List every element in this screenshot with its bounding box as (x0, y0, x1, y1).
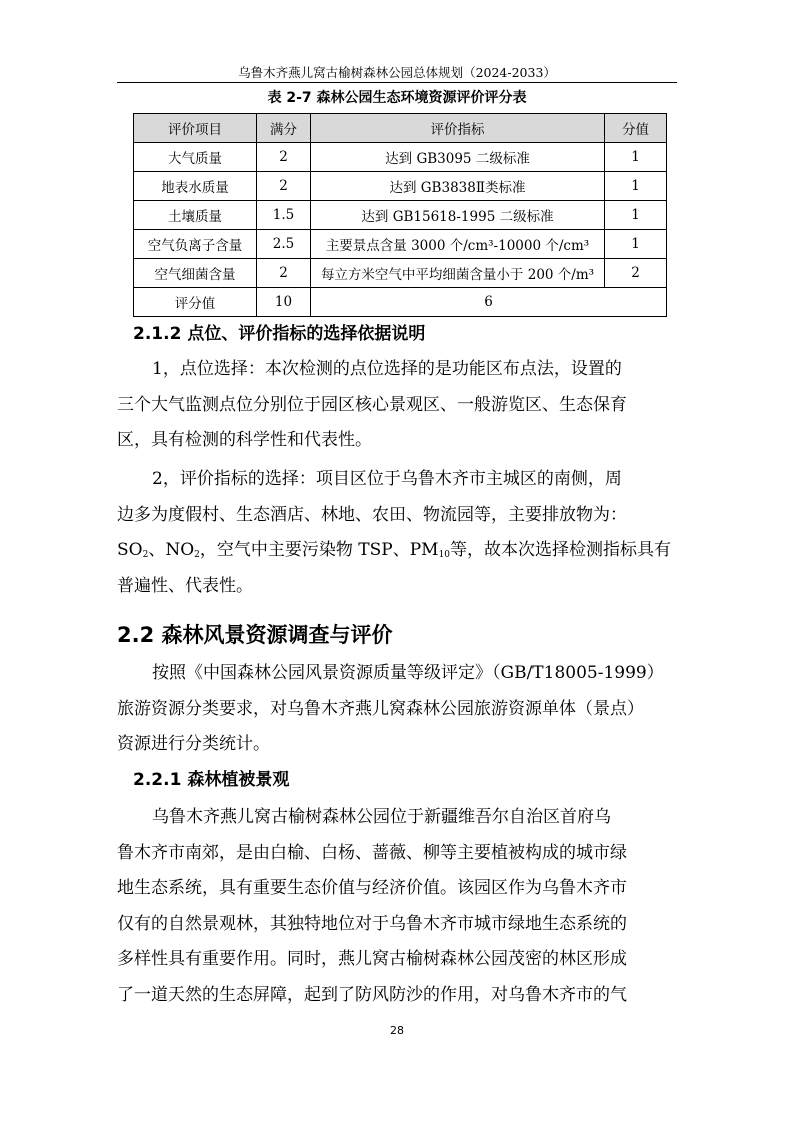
cell-score: 1 (605, 143, 667, 172)
cell-full: 1.5 (257, 201, 311, 230)
table-row (134, 230, 667, 259)
evaluation-table (133, 113, 667, 317)
text-line: 了一道天然的生态屏障，起到了防风防沙的作用，对乌鲁木齐市的气 (117, 984, 627, 1005)
page-number: 28 (390, 1024, 404, 1037)
text-line: 按照《中国森林公园风景资源质量等级评定》（GB/T18005-1999） (152, 663, 664, 683)
text-line: 鲁木齐市南郊，是由白榆、白杨、蔷薇、柳等主要植被构成的城市绿 (117, 842, 627, 863)
cell-score: 1 (605, 230, 667, 259)
text-line: 仅有的自然景观林，其独特地位对于乌鲁木齐市城市绿地生态系统的 (117, 913, 627, 934)
text-line (117, 533, 677, 569)
cell-full: 2 (257, 259, 311, 288)
cell-indicator: 主要景点含量 3000 个/cm³-10000 个/cm³ (311, 230, 605, 259)
paragraph-forest-vegetation (117, 800, 677, 1013)
text-line: 多样性具有重要作用。同时，燕儿窝古榆树森林公园茂密的林区形成 (117, 949, 627, 969)
column-header: 评价指标 (311, 114, 605, 143)
cell-indicator: 达到 GB3095 二级标准 (311, 143, 605, 172)
cell-total-full: 10 (257, 288, 311, 317)
cell-indicator: 达到 GB15618-1995 二级标准 (311, 201, 605, 230)
text-line: 区，具有检测的科学性和代表性。 (117, 430, 372, 450)
table-row (134, 201, 667, 230)
table-row (134, 259, 667, 288)
cell-full: 2 (257, 143, 311, 172)
cell-full: 2 (257, 172, 311, 201)
cell-item: 地表水质量 (134, 172, 257, 201)
header-rule (117, 82, 677, 83)
text-line: 2，评价指标的选择：项目区位于乌鲁木齐市主城区的南侧，周 (152, 469, 622, 489)
section-heading-2-2-1: 2.2.1 森林植被景观 (133, 770, 290, 790)
text-line: 地生态系统，具有重要生态价值与经济价值。该园区作为乌鲁木齐市 (117, 878, 627, 898)
table-caption: 表 2-7 森林公园生态环境资源评价评分表 (267, 90, 527, 106)
table-row (134, 172, 667, 201)
paragraph-indicator-selection (117, 462, 677, 604)
cell-indicator: 每立方米空气中平均细菌含量小于 200 个/m³ (311, 259, 605, 288)
column-header: 满分 (257, 114, 311, 143)
text-line: 三个大气监测点位分别位于园区核心景观区、一般游览区、生态保育 (117, 394, 627, 415)
text-line: 旅游资源分类要求，对乌鲁木齐燕儿窝森林公园旅游资源单体（景点） (117, 698, 644, 719)
paragraph-resource-classification (117, 656, 677, 763)
section-heading-2-1-2: 2.1.2 点位、评价指标的选择依据说明 (133, 324, 426, 344)
cell-total-label: 评分值 (134, 288, 257, 317)
text-line: 1，点位选择：本次检测的点位选择的是功能区布点法，设置的 (152, 359, 622, 379)
text-line: 边多为度假村、生态酒店、林地、农田、物流园等，主要排放物为： (117, 504, 627, 525)
text-so2: SO (117, 540, 143, 560)
cell-total-value: 6 (311, 288, 667, 317)
cell-item: 大气质量 (134, 143, 257, 172)
text-tail: 等，故本次选择检测指标具有 (450, 540, 672, 560)
section-heading-2-2: 2.2 森林风景资源调查与评价 (117, 623, 393, 647)
table-total-row (134, 288, 667, 317)
cell-item: 空气细菌含量 (134, 259, 257, 288)
subscript: 2 (142, 550, 149, 560)
cell-score: 1 (605, 201, 667, 230)
running-header: 乌鲁木齐燕儿窝古榆树森林公园总体规划（2024-2033） (238, 65, 556, 80)
cell-indicator: 达到 GB3838Ⅱ类标准 (311, 172, 605, 201)
subscript: 2 (194, 550, 200, 560)
text-line: 乌鲁木齐燕儿窝古榆树森林公园位于新疆维吾尔自治区首府乌 (152, 807, 611, 827)
column-header: 分值 (605, 114, 667, 143)
table-header-row (134, 114, 667, 143)
cell-item: 土壤质量 (134, 201, 257, 230)
text-no2: 、NO (148, 540, 195, 560)
text-pollutants: ，空气中主要污染物 TSP、PM (199, 540, 439, 560)
subscript: 10 (438, 550, 451, 560)
cell-full: 2.5 (257, 230, 311, 259)
text-line: 资源进行分类统计。 (117, 734, 270, 754)
table-row (134, 143, 667, 172)
text-line: 普遍性、代表性。 (117, 575, 253, 596)
column-header: 评价项目 (134, 114, 257, 143)
cell-score: 2 (605, 259, 667, 288)
cell-score: 1 (605, 172, 667, 201)
paragraph-point-selection (117, 352, 677, 459)
cell-item: 空气负离子含量 (134, 230, 257, 259)
